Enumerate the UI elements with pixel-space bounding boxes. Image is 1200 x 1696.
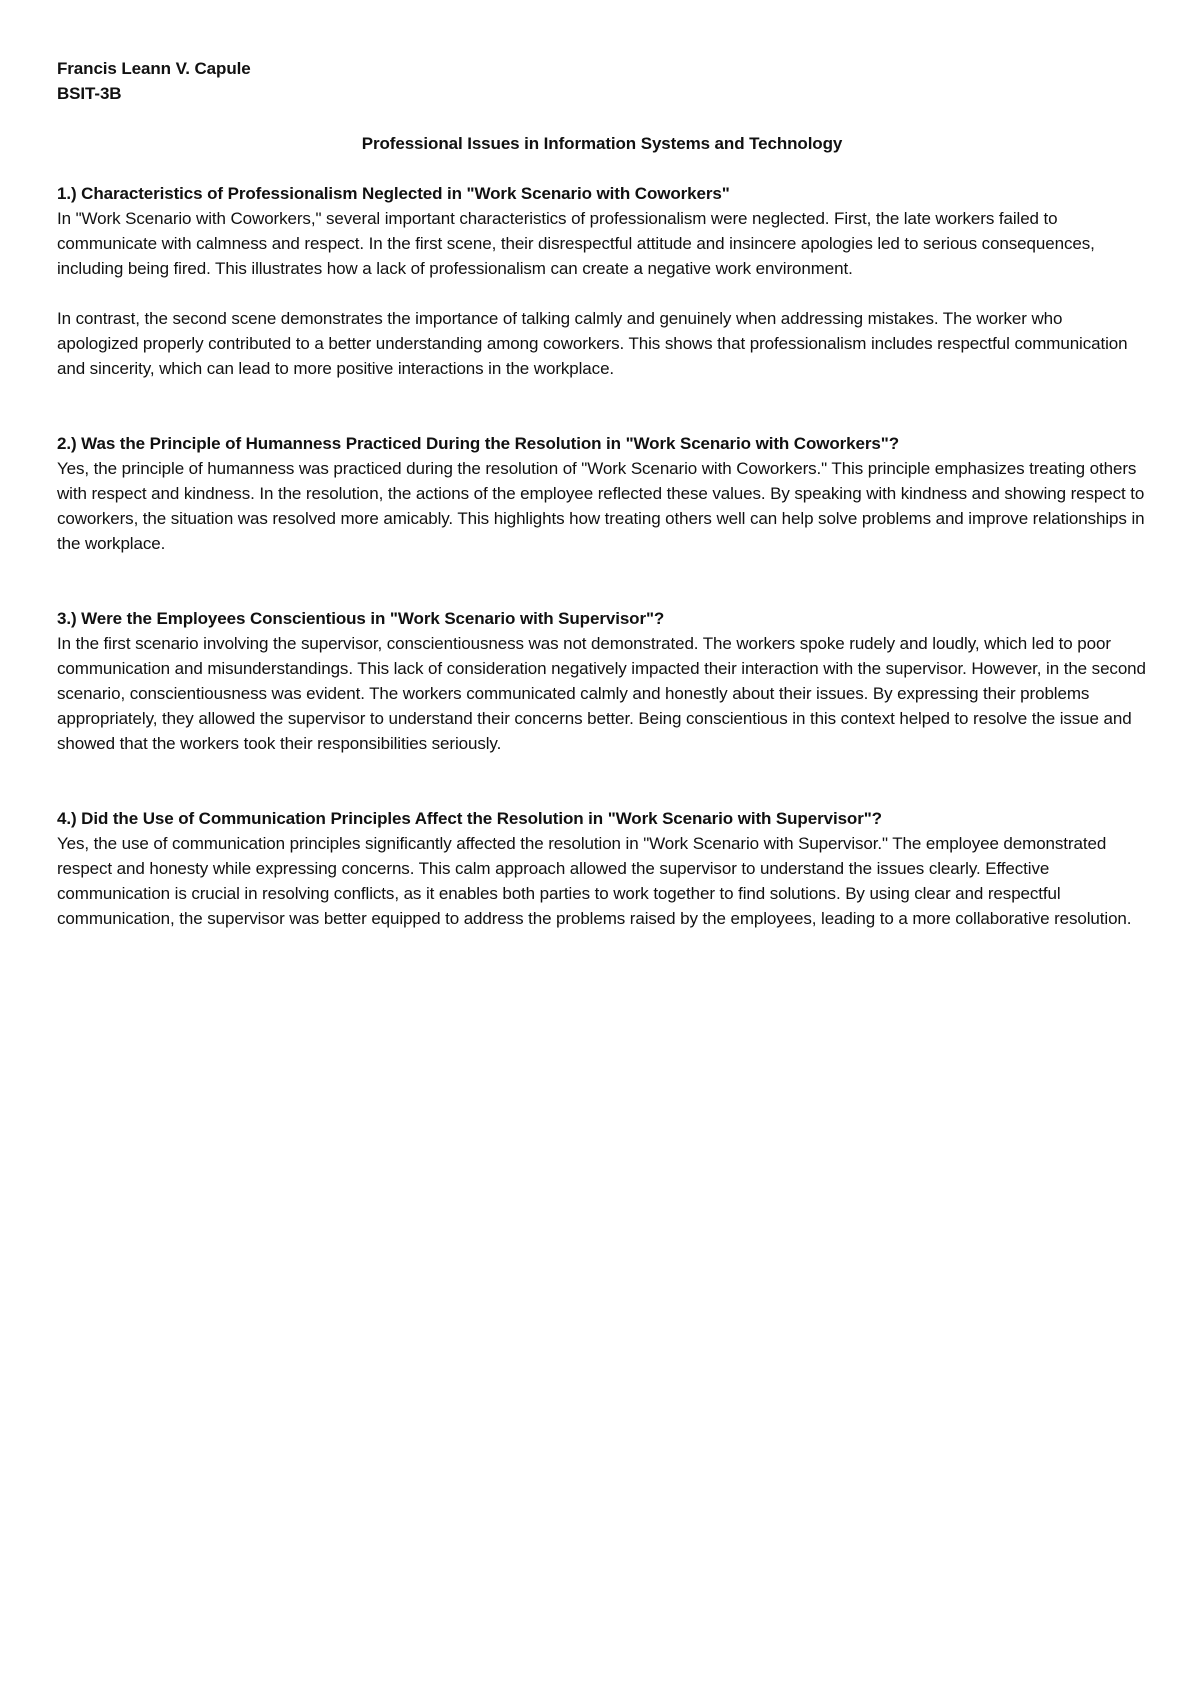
course-section: BSIT-3B xyxy=(57,84,122,103)
section-1 xyxy=(57,181,1147,381)
section-heading: 2.) Was the Principle of Humanness Practiced During the Resolution in "Work Scenario with Coworkers"? xyxy=(57,434,900,453)
section-spacer xyxy=(57,381,1147,431)
section-spacer xyxy=(57,756,1147,806)
section-paragraph: Yes, the use of communication principles significantly affected the resolution in "Work Scenario with Supervisor." The employee demonstrated respect and honesty while expressing concerns. This calm approach allowed the supervisor to understand the issues clearly. Effective communication is crucial in resolving conflicts, as it enables both parties to work together to find solutions. By using clear and respectful communication, the supervisor was better equipped to address the problems raised by the employees, leading to a more collaborative resolution. xyxy=(57,834,1132,928)
section-spacer xyxy=(57,556,1147,606)
section-2 xyxy=(57,431,1147,556)
section-paragraph: In the first scenario involving the supervisor, conscientiousness was not demonstrated. The workers spoke rudely and loudly, which led to poor communication and misunderstandings. This lack of consideration negatively impacted their interaction with the supervisor. However, in the second scenario, conscientiousness was evident. The workers communicated calmly and honestly about their issues. By expressing their problems appropriately, they allowed the supervisor to understand their concerns better. Being conscientious in this context helped to resolve the issue and showed that the workers took their responsibilities seriously. xyxy=(57,634,1146,753)
section-heading: 1.) Characteristics of Professionalism Neglected in "Work Scenario with Coworkers" xyxy=(57,184,730,203)
section-paragraph: Yes, the principle of humanness was practiced during the resolution of "Work Scenario with Coworkers." This principle emphasizes treating others with respect and kindness. In the resolution, the actions of the employee reflected these values. By speaking with kindness and showing respect to coworkers, the situation was resolved more amicably. This highlights how treating others well can help solve problems and improve relationships in the workplace. xyxy=(57,459,1145,553)
document-title: Professional Issues in Information Systems and Technology xyxy=(361,134,843,153)
section-paragraph: In contrast, the second scene demonstrates the importance of talking calmly and genuinely when addressing mistakes. The worker who apologized properly contributed to a better understanding among coworkers. This shows that professionalism includes respectful communication and sincerity, which can lead to more positive interactions in the workplace. xyxy=(57,309,1128,378)
section-heading: 3.) Were the Employees Conscientious in "Work Scenario with Supervisor"? xyxy=(57,609,665,628)
section-heading: 4.) Did the Use of Communication Principles Affect the Resolution in "Work Scenario with Supervisor"? xyxy=(57,809,882,828)
section-4 xyxy=(57,806,1147,931)
section-paragraph: In "Work Scenario with Coworkers," several important characteristics of professionalism were neglected. First, the late workers failed to communicate with calmness and respect. In the first scene, their disrespectful attitude and insincere apologies led to serious consequences, including being fired. This illustrates how a lack of professionalism can create a negative work environment. xyxy=(57,209,1095,278)
document-page xyxy=(57,56,1147,931)
section-3 xyxy=(57,606,1147,756)
author-name: Francis Leann V. Capule xyxy=(57,59,251,78)
